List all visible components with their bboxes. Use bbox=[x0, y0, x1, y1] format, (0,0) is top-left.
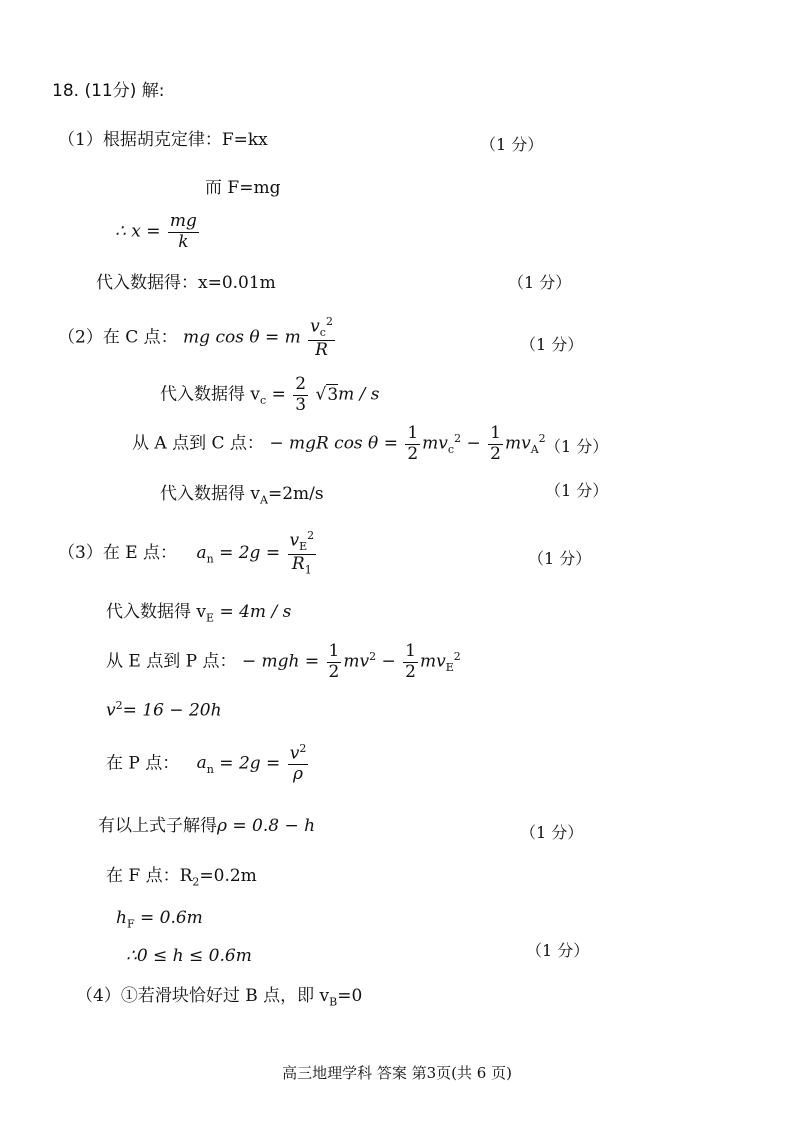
v2-over-rho: $\frac{v^2}{\rho}$ bbox=[289, 742, 307, 785]
points-p2-3: （1 分） bbox=[545, 481, 609, 500]
part4-b-point: （4）①若滑块恰好过 B 点，即 $v_B=0$ bbox=[76, 986, 363, 1009]
half-2: $\frac{1}{2}$ bbox=[490, 423, 501, 464]
part3-e-to-p: 从 E 点到 P 点： − mgh = $\frac{1}{2}$ $mv^2$ − $\frac{1}{2}$ $mv_E^2$ bbox=[106, 641, 461, 682]
part3-rho-result: 有以上式子解得ρ = 0.8 − h bbox=[98, 816, 316, 836]
part3-v2-eq: $v^2= 16 - 20h$ bbox=[106, 699, 222, 721]
part3-ve-value: 代入数据得 $v_E = 4m / s$ bbox=[106, 602, 292, 625]
c-point-eq-left: mg cos θ = m bbox=[183, 327, 301, 348]
part2-a-to-c: 从 A 点到 C 点： − mgR cos θ = $\frac{1}{2}$ $mv_c^2$ − $\frac{1}{2}$ $mv_A^2$ bbox=[132, 423, 546, 464]
page-footer: 高三地理学科 答案 第3页(共 6 页) bbox=[282, 1064, 512, 1082]
half-4: $\frac{1}{2}$ bbox=[405, 641, 416, 682]
half-3: $\frac{1}{2}$ bbox=[328, 641, 340, 682]
part2-c-point: （2）在 C 点： mg cos θ = m $\frac{v_c^2}{R}$ bbox=[58, 315, 333, 360]
part1-x-formula bbox=[115, 212, 201, 252]
x-formula-prefix: ∴ x = bbox=[115, 221, 161, 242]
points-p1-1: （1 分） bbox=[480, 135, 544, 154]
points-p3-1: （1 分） bbox=[528, 549, 592, 568]
part3-h-range: ∴0 ≤ h ≤ 0.6m bbox=[126, 946, 252, 966]
ve2-over-r1: $\frac{v_E^2}{R_1}$ bbox=[289, 529, 315, 577]
points-p3-3: （1 分） bbox=[526, 941, 590, 960]
part3-e-point: （3）在 E 点： $a_n = 2g$ = $\frac{v_E^2}{R_1}$ bbox=[58, 529, 315, 577]
points-p2-1: （1 分） bbox=[520, 335, 584, 354]
question-title: 18. (11分) 解: bbox=[52, 81, 165, 101]
part2-vc-value: 代入数据得 $v_c$ = $\frac{2}{3}$ √3m / s bbox=[160, 374, 380, 415]
part3-hf-value: $h_F = 0.6m$ bbox=[116, 908, 203, 931]
points-p2-2: （1 分） bbox=[545, 437, 609, 456]
half-1: $\frac{1}{2}$ bbox=[407, 423, 419, 464]
points-p1-2: （1 分） bbox=[508, 273, 572, 292]
sqrt-symbol: √ bbox=[315, 384, 327, 405]
part1-hooke-law: （1）根据胡克定律：F=kx bbox=[58, 130, 268, 150]
mg-over-k: $\frac{mg}{k}$ bbox=[169, 211, 197, 252]
part1-force-equal: 而 F=mg bbox=[205, 178, 281, 198]
vc2-over-r: $\frac{v_c^2}{R}$ bbox=[310, 315, 333, 360]
points-p3-2: （1 分） bbox=[520, 823, 584, 842]
two-thirds: $\frac{2}{3}$ bbox=[295, 374, 307, 415]
part2-va-value: 代入数据得 $v_A=2m/s$ bbox=[160, 484, 324, 507]
part3-f-point: 在 F 点：$R_2=0.2m$ bbox=[106, 866, 257, 889]
part1-result: 代入数据得：x=0.01m bbox=[96, 273, 276, 293]
part3-p-point: 在 P 点： $a_n = 2g$ = $\frac{v^2}{\rho}$ bbox=[106, 742, 307, 785]
